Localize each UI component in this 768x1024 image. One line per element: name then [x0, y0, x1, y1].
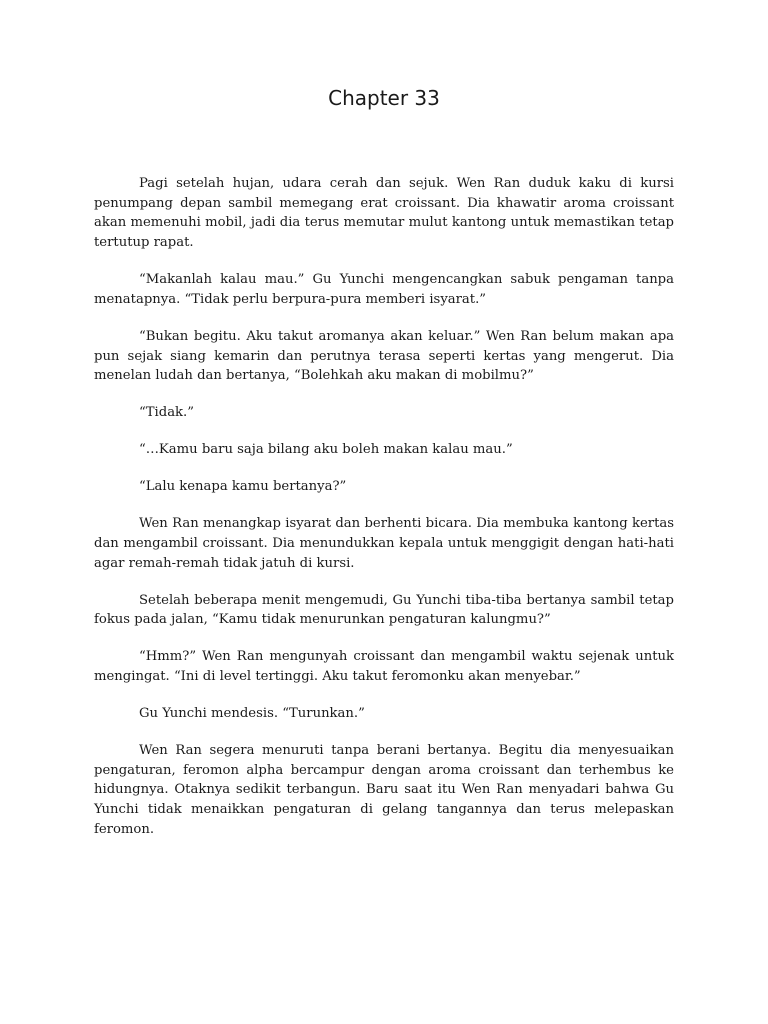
paragraph: Gu Yunchi mendesis. “Turunkan.”: [139, 706, 365, 722]
paragraph: “…Kamu baru saja bilang aku boleh makan kalau mau.”: [139, 442, 513, 458]
paragraph: “Hmm?” Wen Ran mengunyah croissant dan mengambil waktu sejenak untuk mengingat. “Ini di level tertinggi. Aku takut feromonku akan menyebar.”: [94, 649, 674, 685]
chapter-title: Chapter 33: [328, 86, 440, 110]
chapter-body: [94, 174, 674, 857]
paragraph: Setelah beberapa menit mengemudi, Gu Yunchi tiba-tiba bertanya sambil tetap fokus pada jalan, “Kamu tidak menurunkan pengaturan kalungmu?”: [94, 592, 674, 628]
paragraph: “Bukan begitu. Aku takut aromanya akan keluar.” Wen Ran belum makan apa pun sejak siang kemarin dan perutnya terasa seperti kertas yang mengerut. Dia menelan ludah dan bertanya, “Bolehkah aku makan di mobilmu?”: [94, 328, 674, 384]
paragraph: Wen Ran segera menuruti tanpa berani bertanya. Begitu dia menyesuaikan pengaturan, feromon alpha bercampur dengan aroma croissant dan terhembus ke hidungnya. Otaknya sedikit terbangun. Baru saat itu Wen Ran menyadari bahwa Gu Yunchi tidak menaikkan pengaturan di gelang tangannya dan terus melepaskan feromon.: [94, 743, 674, 837]
paragraph: Pagi setelah hujan, udara cerah dan sejuk. Wen Ran duduk kaku di kursi penumpang depan sambil memegang erat croissant. Dia khawatir aroma croissant akan memenuhi mobil, jadi dia terus memutar mulut kantong untuk memastikan tetap tertutup rapat.: [94, 176, 674, 251]
paragraph: Wen Ran menangkap isyarat dan berhenti bicara. Dia membuka kantong kertas dan mengambil croissant. Dia menundukkan kepala untuk menggigit dengan hati-hati agar remah-remah tidak jatuh di kursi.: [94, 516, 674, 571]
paragraph: “Makanlah kalau mau.” Gu Yunchi mengencangkan sabuk pengaman tanpa menatapnya. “Tidak perlu berpura-pura memberi isyarat.”: [94, 272, 674, 307]
paragraph: “Tidak.”: [139, 405, 194, 421]
paragraph: “Lalu kenapa kamu bertanya?”: [139, 479, 347, 495]
